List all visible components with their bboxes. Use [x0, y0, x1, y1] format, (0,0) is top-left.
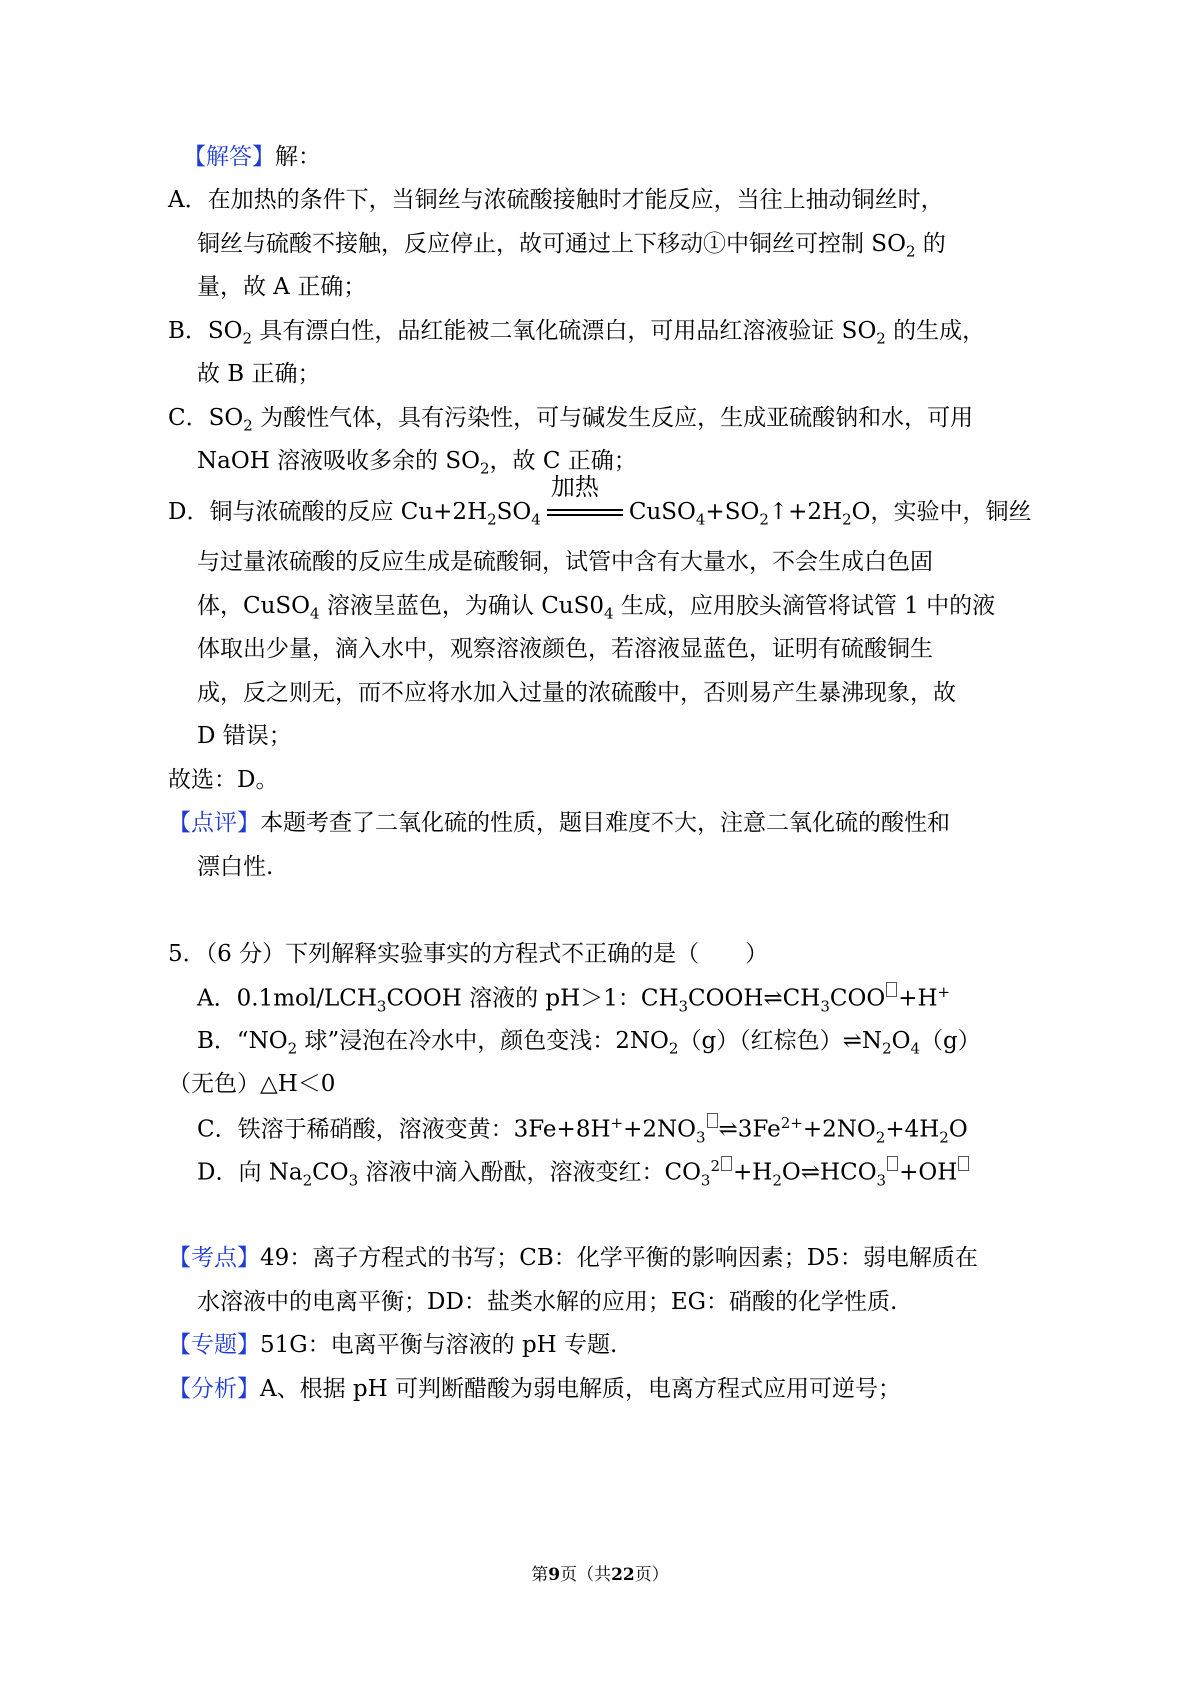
option-a-text3: COOH⇌CH — [688, 985, 821, 1012]
answer-heading — [183, 142, 321, 172]
subscript: 3 — [695, 1128, 706, 1147]
equals-line-top — [547, 509, 623, 511]
answer-choice: 故选：D。 — [168, 767, 279, 793]
option-a-text4: COO — [829, 985, 886, 1012]
option-d-text5: O⇌HCO — [781, 1159, 877, 1186]
question-stem: 5．（6 分）下列解释实验事实的方程式不正确的是（ ） — [168, 941, 769, 967]
option-a-text2: COOH 溶液的 pH＞1：CH — [386, 985, 679, 1012]
answer-b-line1 — [168, 316, 985, 346]
answer-tag: 【解答】 — [183, 144, 275, 170]
answer-d-line2: 与过量浓硫酸的反应生成是硫酸铜，试管中含有大量水，不会生成白色固 — [197, 549, 933, 575]
option-d-text6: +OH — [899, 1159, 958, 1186]
answer-d-text-so: SO — [496, 499, 532, 525]
option-b-text5: （g） — [920, 1028, 981, 1054]
option-d-text4: +H — [733, 1159, 773, 1186]
subscript: 4 — [604, 604, 614, 623]
option-d-text3: 溶液中滴入酚酞，溶液变红：CO — [358, 1159, 701, 1186]
superscript: 2+ — [780, 1114, 803, 1132]
zhuanti-text: 51G：电离平衡与溶液的 pH 专题. — [260, 1332, 618, 1358]
subscript: 2 — [287, 1039, 298, 1058]
answer-d-product2: +SO — [705, 499, 760, 525]
comment-tag: 【点评】 — [168, 810, 260, 836]
answer-b-line2: 故 B 正确； — [197, 361, 321, 387]
superscript: + — [937, 983, 951, 1001]
option-c-text6: O — [948, 1116, 968, 1143]
subscript: 2 — [480, 459, 490, 478]
question-option-b-line2: （无色）△H＜0 — [168, 1071, 336, 1097]
missing-glyph-box — [721, 1156, 732, 1171]
answer-d-text: D．铜与浓硫酸的反应 Cu+2H — [168, 499, 488, 525]
missing-glyph-box — [707, 1113, 718, 1128]
answer-d-line4: 体取出少量，滴入水中，观察溶液颜色，若溶液显蓝色，证明有硫酸铜生 — [197, 636, 933, 662]
answer-lead: 解： — [275, 144, 321, 170]
option-a-text5: +H — [898, 985, 938, 1012]
heating-condition-arrow — [547, 473, 623, 528]
page-total: 22 — [611, 1565, 635, 1585]
answer-d-line1 — [168, 473, 1032, 529]
subscript: 2 — [772, 1171, 782, 1190]
answer-c-text4: ，故 C 正确； — [489, 448, 637, 474]
option-b-text3: （g）（红棕色）⇌N — [678, 1028, 883, 1054]
subscript: 2 — [905, 242, 916, 261]
equals-line-bottom — [547, 514, 623, 516]
option-c-text5: +4H — [885, 1116, 940, 1143]
option-c-text4: +2NO — [802, 1116, 876, 1143]
answer-d-line5: 成，反之则无，而不应将水加入过量的浓硫酸中，否则易产生暴沸现象，故 — [197, 680, 956, 706]
subscript: 2 — [487, 510, 497, 529]
subscript: 2 — [939, 1128, 949, 1147]
answer-a-line2-text: 铜丝与硫酸不接触，反应停止，故可通过上下移动①中铜丝可控制 SO — [197, 231, 906, 257]
answer-d3-text: 体，CuSO — [197, 593, 311, 619]
footer-post: 页） — [634, 1565, 669, 1585]
page-footer — [0, 1563, 1200, 1587]
fenxi-line — [168, 1374, 901, 1404]
answer-d3-text2: 溶液呈蓝色，为确认 CuS0 — [319, 593, 605, 619]
footer-pre: 第 — [531, 1565, 549, 1585]
option-c-text2: +2NO — [623, 1116, 696, 1143]
comment-line1 — [168, 808, 950, 838]
option-d-text: D．向 Na — [197, 1159, 303, 1186]
subscript: 3 — [348, 1171, 359, 1190]
answer-c-line1 — [168, 403, 973, 433]
zhuanti-tag: 【专题】 — [168, 1332, 260, 1358]
option-c-text3: ⇌3Fe — [718, 1116, 781, 1143]
question-option-d — [197, 1156, 970, 1188]
answer-c-text2: 为酸性气体，具有污染性，可与碱发生反应，生成亚硫酸钠和水，可用 — [252, 405, 974, 431]
answer-d3-text3: 生成，应用胶头滴管将试管 1 中的液 — [613, 593, 996, 619]
answer-a-line2 — [197, 229, 946, 259]
answer-c-text: C．SO — [168, 405, 244, 431]
subscript: 3 — [678, 997, 689, 1016]
answer-b-text: B．SO — [168, 318, 243, 344]
superscript: + — [610, 1114, 624, 1132]
subscript: 2 — [302, 1171, 313, 1190]
answer-b-text2: 具有漂白性，品红能被二氧化硫漂白，可用品红溶液验证 SO — [252, 318, 877, 344]
answer-b-text3: 的生成， — [885, 318, 986, 344]
footer-mid: 页（共 — [560, 1565, 612, 1585]
answer-d-product: CuSO — [628, 499, 696, 525]
subscript: 2 — [876, 329, 886, 348]
subscript: 3 — [376, 997, 387, 1016]
missing-glyph-box — [887, 1156, 898, 1171]
subscript: 4 — [310, 604, 320, 623]
kaodian-line1 — [168, 1243, 978, 1273]
comment-text: 本题考查了二氧化硫的性质，题目难度不大，注意二氧化硫的酸性和 — [260, 810, 950, 836]
answer-a-line1: A．在加热的条件下，当铜丝与浓硫酸接触时才能反应，当往上抽动铜丝时， — [168, 187, 944, 213]
zhuanti-line — [168, 1330, 617, 1360]
missing-glyph-box — [958, 1156, 969, 1171]
page-number: 9 — [548, 1565, 561, 1585]
subscript: 2 — [882, 1039, 892, 1058]
kaodian-line2: 水溶液中的电离平衡；DD：盐类水解的应用；EG：硝酸的化学性质. — [197, 1289, 898, 1315]
question-option-b — [197, 1026, 981, 1056]
answer-d-product3: ↑+2H — [768, 499, 843, 525]
subscript: 2 — [668, 1039, 679, 1058]
comment-line2: 漂白性. — [197, 854, 274, 880]
fenxi-tag: 【分析】 — [168, 1376, 260, 1402]
answer-d-text-tail: O，实验中，铜丝 — [851, 499, 1032, 525]
superscript: 2 — [710, 1157, 721, 1175]
question-option-c — [197, 1113, 968, 1145]
subscript: 2 — [842, 510, 852, 529]
kaodian-text: 49：离子方程式的书写；CB：化学平衡的影响因素；D5：弱电解质在 — [260, 1245, 978, 1271]
answer-c-text3: NaOH 溶液吸收多余的 SO — [197, 448, 480, 474]
subscript: 3 — [820, 997, 830, 1016]
subscript: 4 — [531, 510, 541, 529]
fenxi-text: A、根据 pH 可判断醋酸为弱电解质，电离方程式应用可逆号； — [260, 1376, 902, 1402]
subscript: 2 — [242, 329, 253, 348]
option-c-text: C．铁溶于稀硝酸，溶液变黄：3Fe+8H — [197, 1116, 611, 1143]
subscript: 2 — [875, 1128, 886, 1147]
subscript: 4 — [695, 510, 706, 529]
option-d-text2: CO — [312, 1159, 349, 1186]
subscript: 3 — [876, 1171, 887, 1190]
option-b-text4: O — [891, 1028, 911, 1054]
subscript: 2 — [243, 416, 253, 435]
option-b-text: B．“NO — [197, 1028, 288, 1054]
answer-a-line3: 量，故 A 正确； — [197, 274, 367, 300]
kaodian-tag: 【考点】 — [168, 1245, 260, 1271]
question-option-a — [197, 982, 950, 1014]
subscript: 2 — [759, 510, 769, 529]
answer-d-line6: D 错误； — [197, 723, 292, 749]
option-a-text: A．0.1mol/LCH — [197, 985, 377, 1012]
subscript: 3 — [700, 1171, 711, 1190]
answer-d-line3 — [197, 591, 995, 621]
heating-label: 加热 — [550, 473, 599, 501]
option-b-text2: 球”浸泡在冷水中，颜色变浅：2NO — [297, 1028, 669, 1054]
missing-glyph-box — [886, 982, 897, 997]
answer-a-line2-tail: 的 — [915, 231, 946, 257]
subscript: 4 — [910, 1039, 921, 1058]
